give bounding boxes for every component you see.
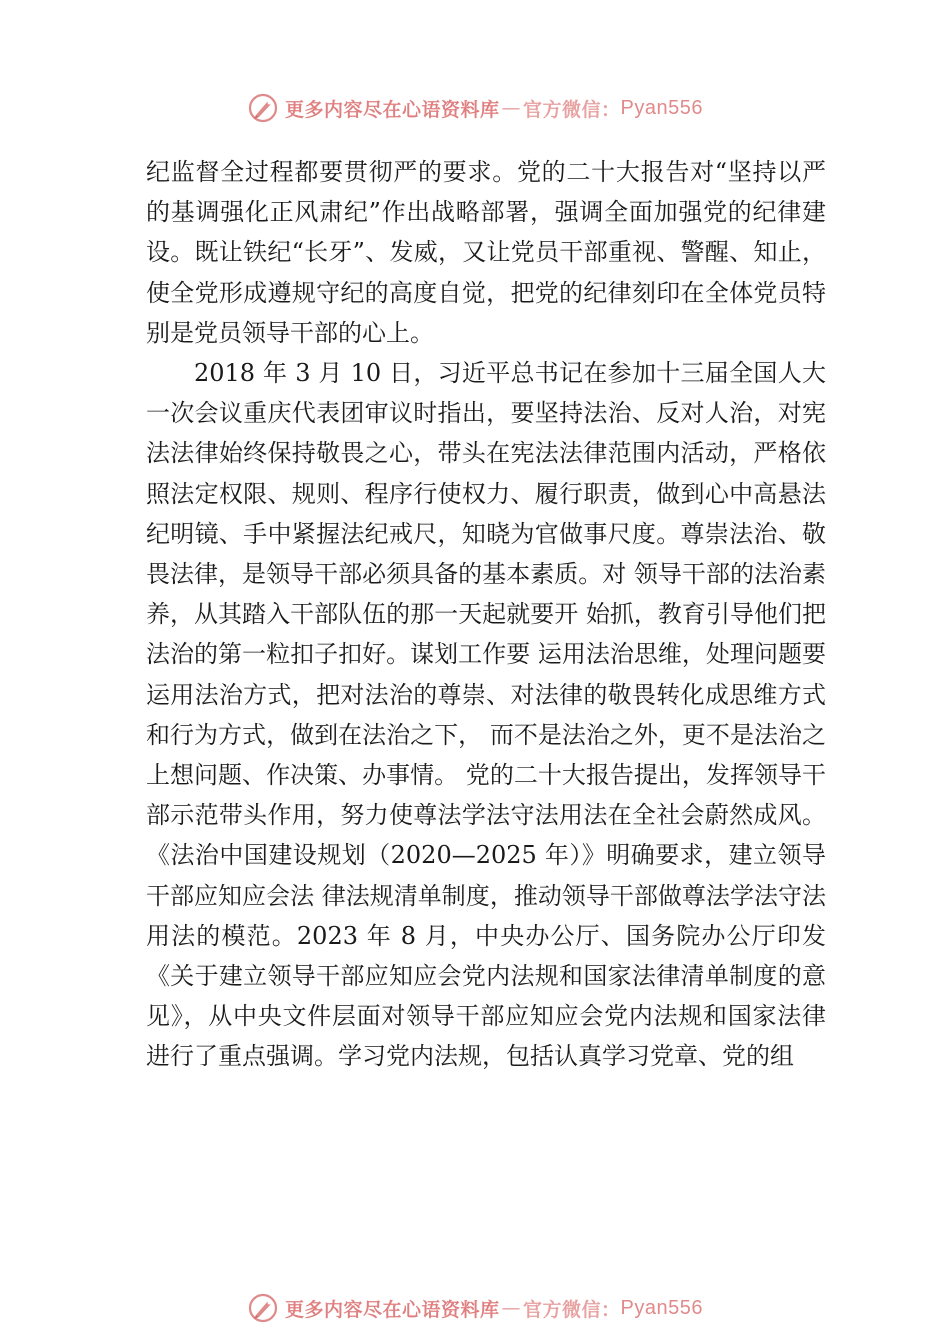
footer-wechat-id: Pyan556 — [620, 1296, 703, 1319]
footer-wechat-label: 官方微信： — [523, 1298, 621, 1321]
header-wechat-label: 官方微信： — [523, 98, 621, 121]
paragraph-2: 2018 年 3 月 10 日，习近平总书记在参加十三届全国人大一次会议重庆代表团审议时指出，要坚持法治、反对人治，对宪法法律始终保持敬畏之心，带头在宪法法律范围内活动，严格依照法定权限、规则、程序行使权力、履行职责，做到心中高悬法纪明镜、手中紧握法纪戒尺，知晓为官做事尺度。尊崇法治、敬畏法律，是领导干部必须具备的基本素质。对 领导干部的法治素养，从其踏入干部队伍的那一天起就要开 始抓，教育引导他们把法治的第一粒扣子扣好。谋划工作要 运用法治思维，处理问题要运用法治方式，把对法治的尊崇、对法律的敬畏转化成思维方式和行为方式，做到在法治之下， 而不是法治之外，更不是法治之上想问题、作决策、办事情。 党的二十大报告提出，发挥领导干部示范带头作用，努力使尊法学法守法用法在全社会蔚然成风。《法治中国建设规划（2020—2025 年）》明确要求，建立领导干部应知应会法 律法规清单制度，推动领导干部做尊法学法守法用法的模范。2023 年 8 月，中央办公厅、国务院办公厅印发《关于建立领导干部应知应会党内法规和国家法律清单制度的意见》，从中央文件层面对领导干部应知应会党内法规和国家法律进行了重点强调。学习党内法规，包括认真学习党章、党的组 — [146, 359, 826, 1071]
footer-banner-inner — [247, 1292, 703, 1324]
header-banner-inner — [247, 92, 703, 124]
header-wechat-id: Pyan556 — [620, 96, 703, 119]
pen-logo-icon — [247, 92, 279, 124]
pen-logo-icon — [247, 1292, 279, 1324]
footer-banner-dash: — — [501, 1297, 522, 1319]
header-banner-dash: — — [501, 97, 522, 119]
document-body — [146, 152, 826, 1077]
header-banner — [0, 88, 950, 128]
header-banner-text: 更多内容尽在心语资料库 — [285, 98, 500, 121]
footer-banner-text: 更多内容尽在心语资料库 — [285, 1298, 500, 1321]
paragraph-1: 纪监督全过程都要贯彻严的要求。党的二十大报告对“坚持以严的基调强化正风肃纪”作出战略部署，强调全面加强党的纪律建设。既让铁纪“长牙”、发威，又让党员干部重视、警醒、知止，使全党形成遵规守纪的高度自觉，把党的纪律刻印在全体党员特别是党员领导干部的心上。 — [146, 158, 826, 347]
footer-banner — [0, 1288, 950, 1328]
